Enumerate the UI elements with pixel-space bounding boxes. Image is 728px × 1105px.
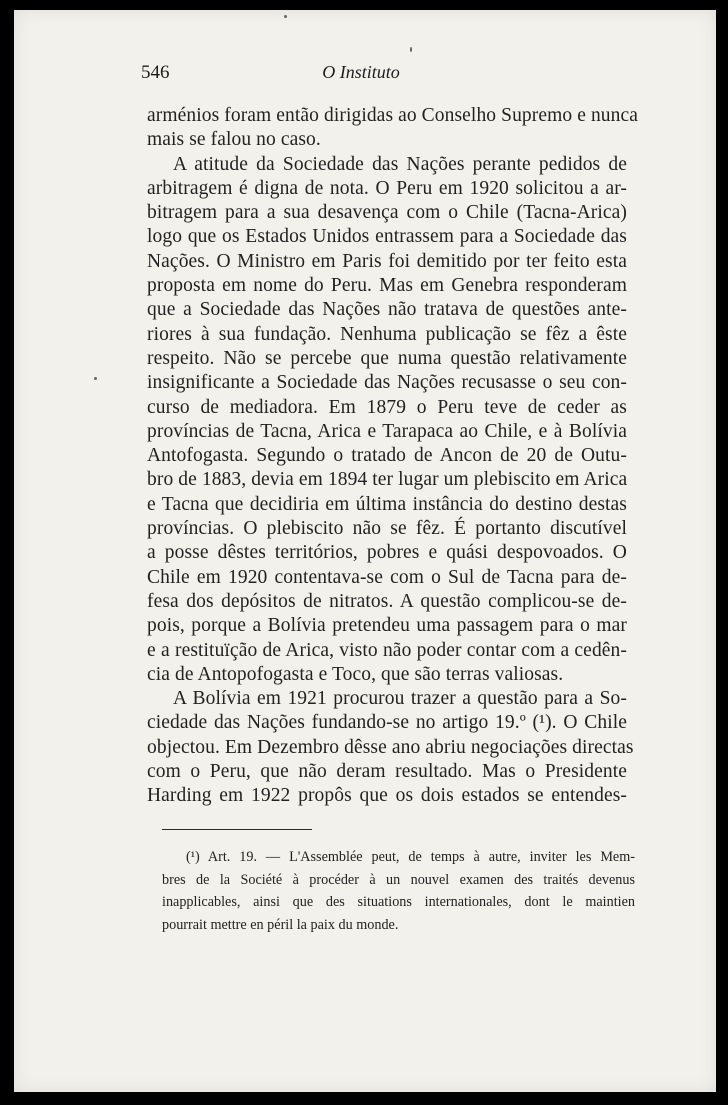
text-line: com o Peru, que não deram resultado. Mas o Presidente [147, 761, 627, 783]
text-line: ciedade das Nações fundando-se no artigo 19.º (¹). O Chile [147, 712, 627, 734]
text-line: Harding em 1922 propôs que os dois estados se entendes- [147, 785, 627, 807]
text-line: respeito. Não se percebe que numa questão relativamente [147, 347, 627, 369]
text-line: proposta em nome do Peru. Mas em Genebra responderam [147, 275, 627, 297]
text-line: arbitragem é digna de nota. O Peru em 1920 solicitou a ar- [147, 177, 627, 199]
text-line: pois, porque a Bolívia pretendeu uma passagem para o mar [147, 615, 627, 637]
footnote-line: pourrait mettre en péril la paix du monde. [162, 916, 399, 933]
text-line: riores à sua fundação. Nenhuma publicação se fêz a êste [147, 323, 627, 345]
footnote-line: (¹) Art. 19. — L'Assemblée peut, de temps à autre, inviter les Mem- [186, 849, 635, 865]
scan-speck [284, 15, 287, 18]
text-line: insignificante a Sociedade das Nações recusasse o seu con- [147, 372, 627, 394]
running-title: O Instituto [322, 62, 400, 82]
text-line: A atitude da Sociedade das Nações perante pedidos de [173, 153, 627, 175]
text-line: arménios foram então dirigidas ao Conselho Supremo e nunca [147, 105, 639, 126]
text-line: bitragem para a sua desavença com o Chile (Tacna-Arica) [147, 202, 627, 224]
text-line: curso de mediadora. Em 1879 o Peru teve de ceder as [147, 396, 627, 418]
text-line: cia de Antopofogasta e Toco, que são terras valiosas. [147, 663, 564, 685]
scan-speck [410, 47, 412, 52]
page-number: 546 [141, 62, 170, 83]
footnote-separator [162, 829, 312, 830]
page-header [141, 62, 581, 90]
text-line: províncias de Tacna, Arica e Tarapaca ao Chile, e à Bolívia [147, 420, 627, 442]
text-line: províncias. O plebiscito não se fêz. É portanto discutível [147, 518, 627, 540]
text-line: a posse dêstes territórios, pobres e quási despovoados. O [147, 542, 627, 564]
footnote [162, 846, 635, 936]
main-text [147, 104, 639, 809]
footnote-line: inapplicables, ainsi que des situations internationales, dont le maintien [162, 894, 635, 910]
text-line: Chile em 1920 contentava-se com o Sul de Tacna para de- [147, 566, 627, 588]
text-line: A Bolívia em 1921 procurou trazer a questão para a So- [173, 688, 627, 710]
text-line: mais se falou no caso. [147, 129, 321, 151]
text-line: Antofogasta. Segundo o tratado de Ancon de 20 de Outu- [147, 445, 627, 467]
text-line: fesa dos depósitos de nitratos. A questão complicou-se de- [147, 590, 627, 612]
text-line: que a Sociedade das Nações não tratava de questões ante- [147, 299, 627, 321]
text-line: bro de 1883, devia em 1894 ter lugar um plebiscito em Arica [147, 469, 628, 491]
scan-speck [94, 377, 97, 380]
footnote-line: bres de la Société à procéder à un nouvel examen des traités devenus [162, 871, 635, 888]
text-line: logo que os Estados Unidos entrassem para a Sociedade das [147, 226, 627, 248]
text-line: e Tacna que decidiria em última instância do destino destas [147, 493, 627, 515]
text-line: objectou. Em Dezembro dêsse ano abriu negociações directas [147, 736, 634, 758]
text-line: e a restituïção de Arica, visto não poder contar com a cedên- [147, 639, 627, 661]
text-line: Nações. O Ministro em Paris foi demitido por ter feito esta [147, 250, 627, 272]
